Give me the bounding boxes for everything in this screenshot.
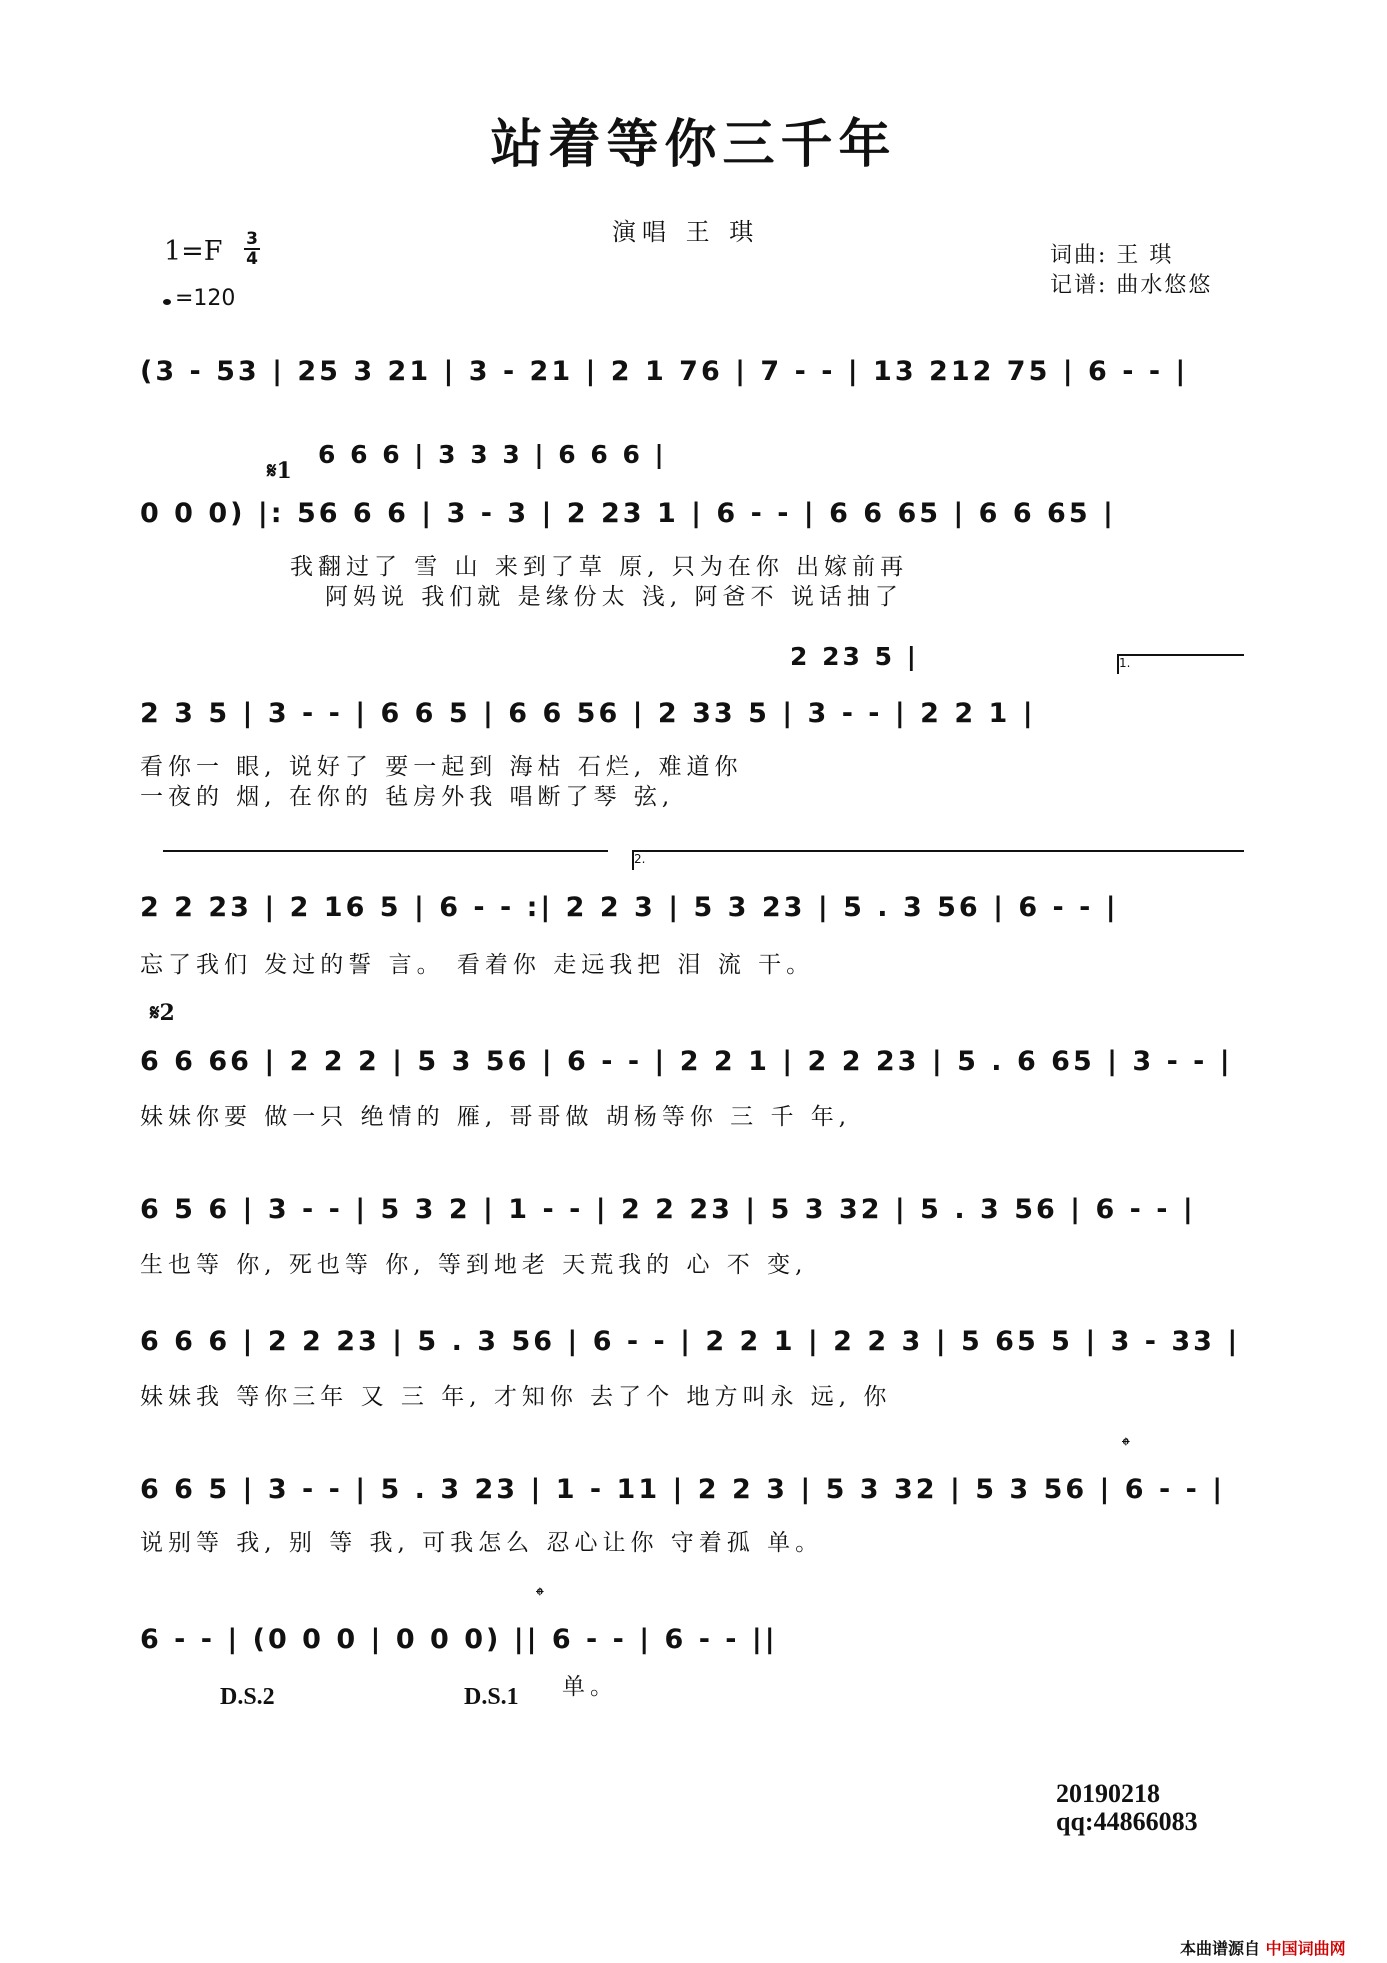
- lyric-line-5: 妹妹你要 做一只 绝情的 雁, 哥哥做 胡杨等你 三 千 年,: [140, 1104, 852, 1130]
- time-signature: [244, 230, 260, 268]
- time-signature-bottom: 4: [246, 249, 258, 269]
- lyric-line-6: 生也等 你, 死也等 你, 等到地老 天荒我的 心 不 变,: [140, 1252, 808, 1278]
- score-line-5: 6 6 66 | 2 2 2 | 5 3 56 | 6 - - | 2 2 1 | 2 2 23 | 5 . 6 65 | 3 - - |: [140, 1046, 1233, 1077]
- score-line-1: (3 - 53 | 25 3 21 | 3 - 21 | 2 1 76 | 7 - - | 13 212 75 | 6 - - |: [140, 356, 1189, 387]
- time-signature-top: 3: [244, 230, 260, 250]
- volta-2: 2.: [632, 850, 1244, 870]
- segno-2-mark: 𝄋2: [150, 1000, 175, 1026]
- source-site-link[interactable]: 中国词曲网: [1265, 1939, 1346, 1958]
- quarter-note-icon: [163, 299, 171, 305]
- qq-text: qq:44866083: [1056, 1807, 1198, 1836]
- source-label: 本曲谱源自: [1180, 1939, 1261, 1958]
- source-footer: [1180, 1936, 1346, 1959]
- page-title: 站着等你三千年: [490, 115, 897, 175]
- score-line-7: 6 6 6 | 2 2 23 | 5 . 3 56 | 6 - - | 2 2 1 | 2 2 3 | 5 65 5 | 3 - 33 |: [140, 1326, 1241, 1357]
- volta-1: 1.: [1117, 654, 1244, 674]
- score-line-3: 2 3 5 | 3 - - | 6 6 5 | 6 6 56 | 2 33 5 | 3 - - | 2 2 1 |: [140, 698, 1036, 729]
- coda-mark-2: 𝄌: [536, 1584, 544, 1609]
- lyrics-music-credit: 词曲: 王 琪: [1050, 243, 1174, 268]
- lyric-line-9: 单。: [562, 1674, 618, 1700]
- score-line-8: 6 6 5 | 3 - - | 5 . 3 23 | 1 - 11 | 2 2 3 | 5 3 32 | 5 3 56 | 6 - - |: [140, 1474, 1226, 1505]
- tempo-value: =120: [175, 286, 236, 311]
- score-line-6: 6 5 6 | 3 - - | 5 3 2 | 1 - - | 2 2 23 | 5 3 32 | 5 . 3 56 | 6 - - |: [140, 1194, 1196, 1225]
- notation-credit: 记谱: 曲水悠悠: [1050, 273, 1213, 298]
- score-line-2: 0 0 0) |: 56 6 6 | 3 - 3 | 2 23 1 | 6 - - | 6 6 65 | 6 6 65 |: [140, 498, 1116, 529]
- lyric-line-2-verse-1: 我翻过了 雪 山 来到了草 原, 只为在你 出嫁前再: [290, 554, 909, 580]
- coda-mark-1: 𝄌: [1122, 1434, 1130, 1459]
- score-line-2-alt: 6 6 6 | 3 3 3 | 6 6 6 |: [318, 440, 667, 469]
- lyric-line-2-verse-2: 阿妈说 我们就 是缘份太 浅, 阿爸不 说话抽了: [325, 584, 903, 610]
- volta-1-continuation: [163, 850, 608, 853]
- segno-1-mark: 𝄋1: [267, 458, 292, 484]
- score-line-4: 2 2 23 | 2 16 5 | 6 - - :| 2 2 3 | 5 3 23 | 5 . 3 56 | 6 - - |: [140, 892, 1119, 923]
- ds-2-mark: D.S.2: [220, 1684, 275, 1710]
- score-line-3-alt: 2 23 5 |: [790, 642, 919, 671]
- ds-1-mark: D.S.1: [464, 1684, 519, 1710]
- date-text: 20190218: [1056, 1779, 1160, 1808]
- key-signature: 1=F: [164, 236, 223, 267]
- score-line-9: 6 - - | (0 0 0 | 0 0 0) || 6 - - | 6 - - ||: [140, 1624, 778, 1655]
- lyric-line-3-verse-2: 一夜的 烟, 在你的 毡房外我 唱断了琴 弦,: [140, 784, 675, 810]
- singer-credit: 演唱 王 琪: [612, 218, 760, 246]
- lyric-line-4: 忘了我们 发过的誓 言。 看着你 走远我把 泪 流 干。: [140, 952, 815, 978]
- lyric-line-3-verse-1: 看你一 眼, 说好了 要一起到 海枯 石烂, 难道你: [140, 754, 743, 780]
- lyric-line-7: 妹妹我 等你三年 又 三 年, 才知你 去了个 地方叫永 远, 你: [140, 1384, 892, 1410]
- tempo-marking: [163, 286, 235, 311]
- lyric-line-8: 说别等 我, 别 等 我, 可我怎么 忍心让你 守着孤 单。: [140, 1530, 824, 1556]
- date-stamp: [1056, 1780, 1198, 1836]
